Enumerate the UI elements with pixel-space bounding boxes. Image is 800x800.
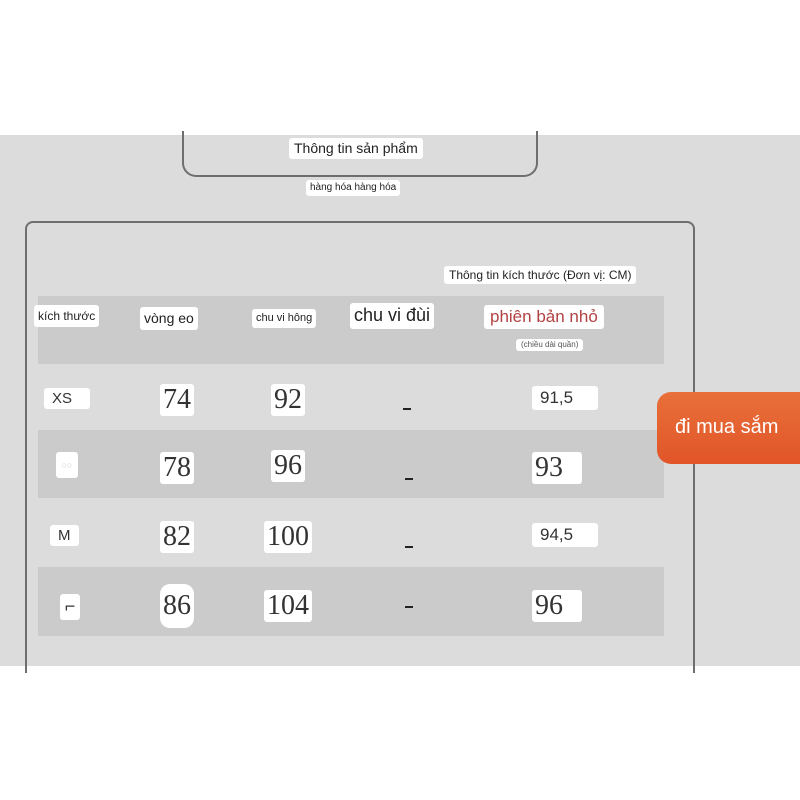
- size-cell: XS: [44, 388, 90, 409]
- column-header-thigh: chu vi đùi: [350, 303, 434, 329]
- waist-cell: 86: [160, 584, 194, 628]
- column-header-waist: vòng eo: [140, 307, 198, 330]
- waist-cell: 74: [160, 384, 194, 416]
- thigh-dash: [405, 606, 413, 608]
- hip-cell: 100: [264, 521, 312, 553]
- hip-cell: 96: [271, 450, 305, 482]
- length-cell: 91,5: [532, 386, 598, 410]
- length-cell: 96: [532, 590, 582, 622]
- waist-cell: 82: [160, 521, 194, 553]
- length-cell: 93: [532, 452, 582, 484]
- size-info-label: Thông tin kích thước (Đơn vị: CM): [444, 266, 636, 284]
- size-cell-faded: ○○: [56, 452, 78, 478]
- thigh-dash: [405, 478, 413, 480]
- hip-cell: 104: [264, 590, 312, 622]
- size-cell: M: [50, 525, 79, 546]
- length-cell: 94,5: [532, 523, 598, 547]
- size-cell-bracket: ⌐: [60, 594, 80, 620]
- shop-button[interactable]: [657, 392, 800, 464]
- page-title: Thông tin sản phẩm: [289, 138, 423, 159]
- column-header-hip: chu vi hông: [252, 309, 316, 328]
- shop-button-label: đi mua sắm: [675, 416, 779, 438]
- column-header-size: kích thước: [34, 305, 99, 327]
- thigh-dash: [403, 408, 411, 410]
- page-subtitle: hàng hóa hàng hóa: [306, 180, 400, 196]
- thigh-dash: [405, 546, 413, 548]
- column-header-pants-length: (chiều dài quần): [516, 339, 583, 351]
- column-header-small-version: phiên bản nhỏ: [484, 305, 604, 329]
- hip-cell: 92: [271, 384, 305, 416]
- waist-cell: 78: [160, 452, 194, 484]
